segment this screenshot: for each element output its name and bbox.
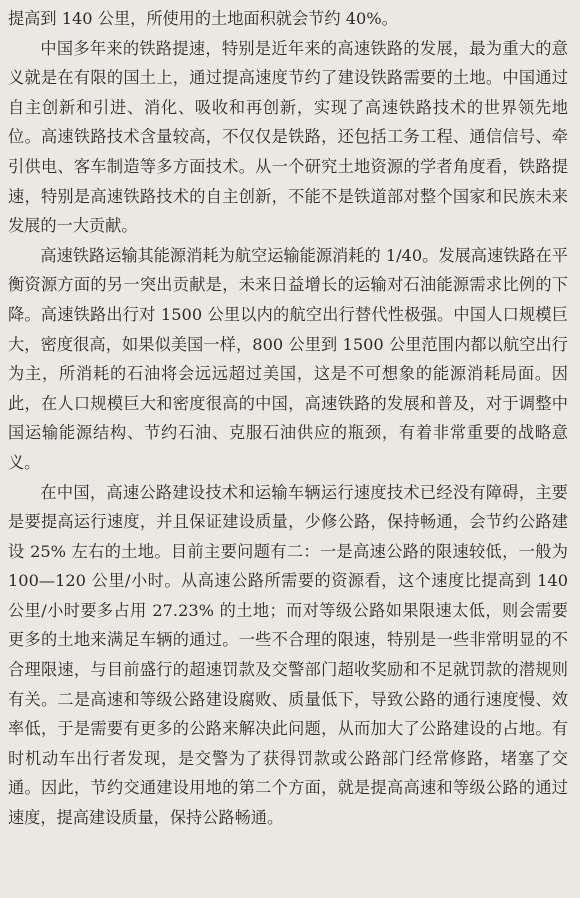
paragraph-railway-energy: 高速铁路运输其能源消耗为航空运输能源消耗的 1/40。发展高速铁路在平衡资源方面的另一突出贡献是，未来日益增长的运输对石油能源需求比例的下降。高速铁路出行对 1500 公里以内的航空出行替代性极强。中国人口规模巨大，密度很高，如果似美国一样，800 公里到 1500 公里范围内都以航空出行为主，所消耗的石油将会远远超过美国，这是不可想象的能源消耗局面。因此，在人口规模巨大和密度很高的中国，高速铁路的发展和普及，对于调整中国运输能源结构、节约石油、克服石油供应的瓶颈，有着非常重要的战略意义。	[8, 245, 568, 472]
paragraph-continued: 提高到 140 公里，所使用的土地面积就会节约 40%。	[8, 9, 398, 28]
paragraph-railway-speedup: 中国多年来的铁路提速，特别是近年来的高速铁路的发展，最为重大的意义就是在有限的国土上，通过提高速度节约了建设铁路需要的土地。中国通过自主创新和引进、消化、吸收和再创新，实现了高速铁路技术的世界领先地位。高速铁路技术含量较高，不仅仅是铁路，还包括工务工程、通信信号、牵引供电、客车制造等多方面技术。从一个研究土地资源的学者角度看，铁路提速，特别是高速铁路技术的自主创新，不能不是铁道部对整个国家和民族未来发展的一大贡献。	[8, 38, 568, 236]
paragraph-highway-speed: 在中国，高速公路建设技术和运输车辆运行速度技术已经没有障碍，主要是要提高运行速度，并且保证建设质量，少修公路，保持畅通，会节约公路建设 25% 左右的土地。目前主要问题有二：一是高速公路的限速较低，一般为 100—120 公里/小时。从高速公路所需要的资源看，这个速度比提高到 140 公里/小时要多占用 27.23% 的土地；而对等级公路如果限速太低，则会需要更多的土地来满足车辆的通过。一些不合理的限速，特别是一些非常明显的不合理限速，与目前盛行的超速罚款及交警部门超收奖励和不足就罚款的潜规则有关。二是高速和等级公路建设腐败、质量低下，导致公路的通行速度慢、效率低，于是需要有更多的公路来解决此问题，从而加大了公路建设的占地。有时机动车出行者发现，是交警为了获得罚款或公路部门经常修路，堵塞了交通。因此，节约交通建设用地的第二个方面，就是提高高速和等级公路的通过速度，提高建设质量，保持公路畅通。	[8, 482, 568, 828]
